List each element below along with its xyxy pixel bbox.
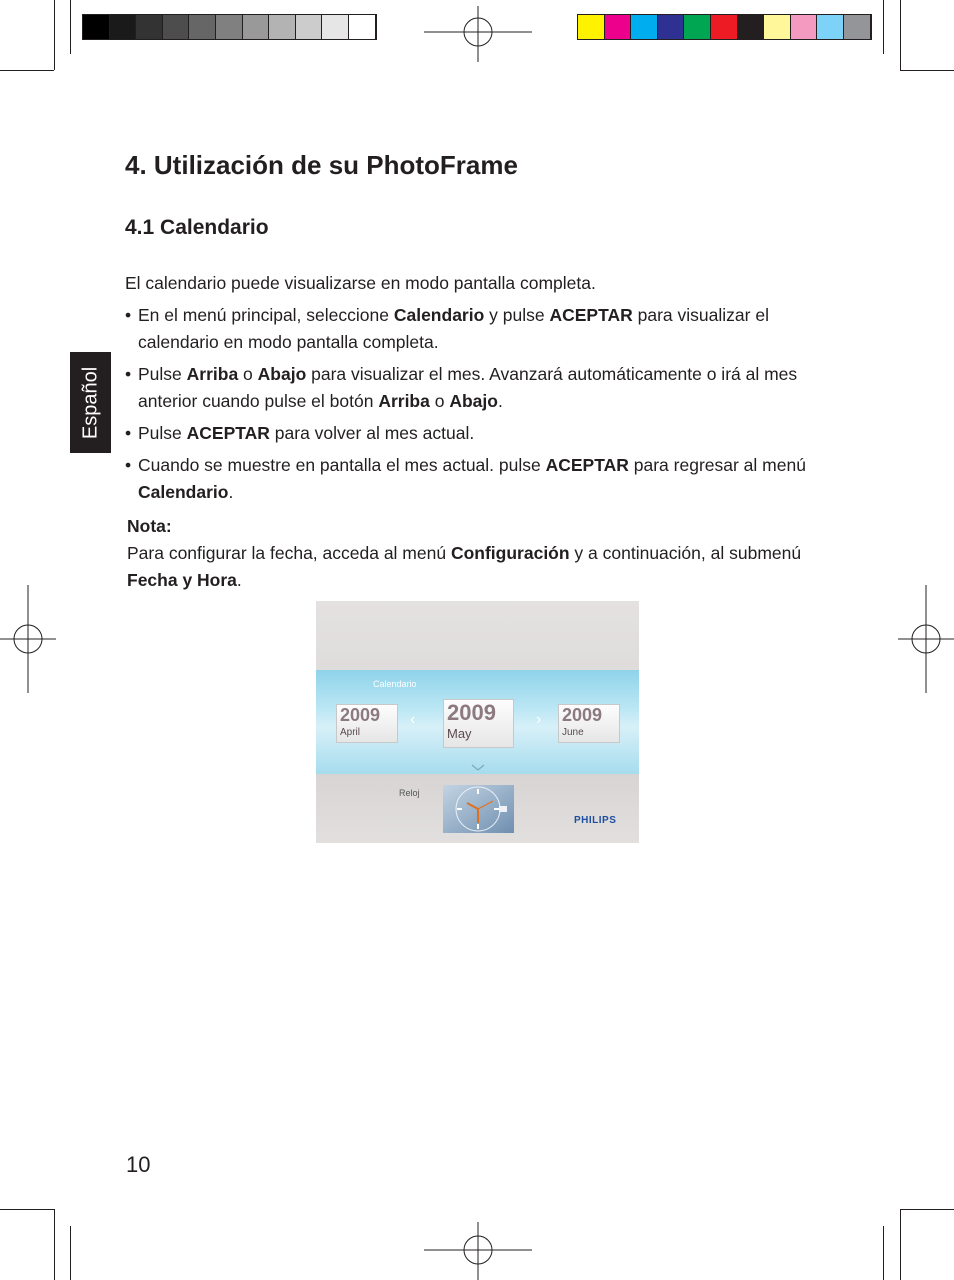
color-swatch xyxy=(296,15,323,39)
section-heading: 4.1 Calendario xyxy=(125,216,269,239)
bullet-text: En el menú principal, seleccione xyxy=(138,305,394,325)
color-swatch xyxy=(216,15,243,39)
crop-mark xyxy=(70,0,71,54)
menu-label-reloj: Reloj xyxy=(399,788,420,798)
intro-text: El calendario puede visualizarse en modo pantalla completa. xyxy=(125,273,596,293)
language-tab xyxy=(70,352,111,453)
note-text: y a continuación, al submenú xyxy=(569,543,802,563)
registration-mark xyxy=(424,1222,532,1280)
color-swatch xyxy=(764,15,791,39)
crop-mark xyxy=(900,70,954,71)
note-text xyxy=(127,540,827,594)
crop-mark xyxy=(900,0,901,70)
bullet-text: . xyxy=(228,482,234,502)
next-month: June xyxy=(562,727,584,738)
note-block xyxy=(127,513,827,594)
crop-mark xyxy=(54,1209,55,1280)
color-swatch xyxy=(738,15,765,39)
crop-mark xyxy=(900,1209,954,1210)
color-swatch xyxy=(349,15,376,39)
color-swatch xyxy=(684,15,711,39)
color-swatch xyxy=(269,15,296,39)
month-card-current xyxy=(443,699,514,748)
list-item xyxy=(125,361,845,415)
color-swatch xyxy=(578,15,605,39)
crop-mark xyxy=(70,1226,71,1280)
current-year: 2009 xyxy=(447,700,496,725)
color-swatch xyxy=(605,15,632,39)
bullet-bold-term: Arriba xyxy=(378,391,430,411)
color-swatch xyxy=(844,15,871,39)
crop-mark xyxy=(900,1209,901,1280)
color-swatch xyxy=(163,15,190,39)
color-swatch xyxy=(83,15,110,39)
month-card-prev xyxy=(336,704,398,743)
bullet-bold-term: ACEPTAR xyxy=(549,305,633,325)
color-swatch xyxy=(791,15,818,39)
bullet-text: o xyxy=(238,364,258,384)
next-year: 2009 xyxy=(562,705,603,725)
color-swatch xyxy=(110,15,137,39)
color-swatch xyxy=(631,15,658,39)
prev-year: 2009 xyxy=(340,705,381,725)
bullet-text: y pulse xyxy=(484,305,550,325)
page-title: 4. Utilización de su PhotoFrame xyxy=(125,150,518,180)
bullet-text: para visualizar el mes. Avanzará automáticamente o irá al mes anterior cuando pulse el botón xyxy=(138,364,798,411)
gray-color-bar xyxy=(82,14,377,40)
note-bold-term: Configuración xyxy=(450,543,570,563)
registration-mark xyxy=(0,585,56,693)
clock-icon xyxy=(443,785,514,833)
photoframe-screenshot xyxy=(316,601,639,843)
bullet-text: Pulse xyxy=(138,364,187,384)
crop-mark xyxy=(0,1209,54,1210)
note-heading: Nota: xyxy=(127,516,172,536)
color-swatch xyxy=(243,15,270,39)
month-card-next xyxy=(558,704,620,743)
color-swatch xyxy=(711,15,738,39)
instruction-list xyxy=(125,302,845,511)
bullet-text: para regresar al menú xyxy=(628,455,806,475)
list-item xyxy=(125,420,845,447)
bullet-bold-term: Calendario xyxy=(138,482,229,502)
bullet-text: Cuando se muestre en pantalla el mes actual. pulse xyxy=(138,455,546,475)
chevron-left-icon: ‹ xyxy=(410,711,416,728)
color-swatch xyxy=(322,15,349,39)
bullet-text: para visualizar el calendario en modo pantalla completa. xyxy=(138,305,769,352)
bullet-bold-term: Calendario xyxy=(393,305,485,325)
philips-logo: PHILIPS xyxy=(574,815,617,826)
crop-mark xyxy=(883,1226,884,1280)
crop-mark xyxy=(0,70,54,71)
note-bold-term: Fecha y Hora xyxy=(127,570,237,590)
crop-mark xyxy=(883,0,884,54)
current-month: May xyxy=(447,726,472,741)
bullet-bold-term: Abajo xyxy=(257,364,307,384)
menu-label-calendario: Calendario xyxy=(373,679,417,689)
note-text: Para configurar la fecha, acceda al menú xyxy=(127,543,451,563)
note-text: . xyxy=(236,570,242,590)
color-swatch xyxy=(658,15,685,39)
crop-mark xyxy=(54,0,55,70)
language-tab-label: Español xyxy=(79,366,101,439)
color-swatch xyxy=(189,15,216,39)
prev-month: April xyxy=(340,727,361,738)
bullet-text: para volver al mes actual. xyxy=(269,423,475,443)
bullet-bold-term: Abajo xyxy=(449,391,498,411)
color-swatch xyxy=(817,15,844,39)
bullet-bold-term: ACEPTAR xyxy=(186,423,270,443)
bullet-text: Pulse xyxy=(138,423,187,443)
chevron-down-icon xyxy=(471,764,485,772)
page-number: 10 xyxy=(126,1152,151,1177)
registration-mark xyxy=(424,6,532,62)
chevron-right-icon: › xyxy=(536,711,542,728)
bullet-text: o xyxy=(429,391,450,411)
list-item xyxy=(125,452,845,506)
registration-mark xyxy=(898,585,954,693)
bullet-bold-term: Arriba xyxy=(186,364,239,384)
bullet-text: . xyxy=(497,391,503,411)
bullet-bold-term: ACEPTAR xyxy=(545,455,629,475)
list-item xyxy=(125,302,845,356)
process-color-bar xyxy=(577,14,872,40)
color-swatch xyxy=(136,15,163,39)
